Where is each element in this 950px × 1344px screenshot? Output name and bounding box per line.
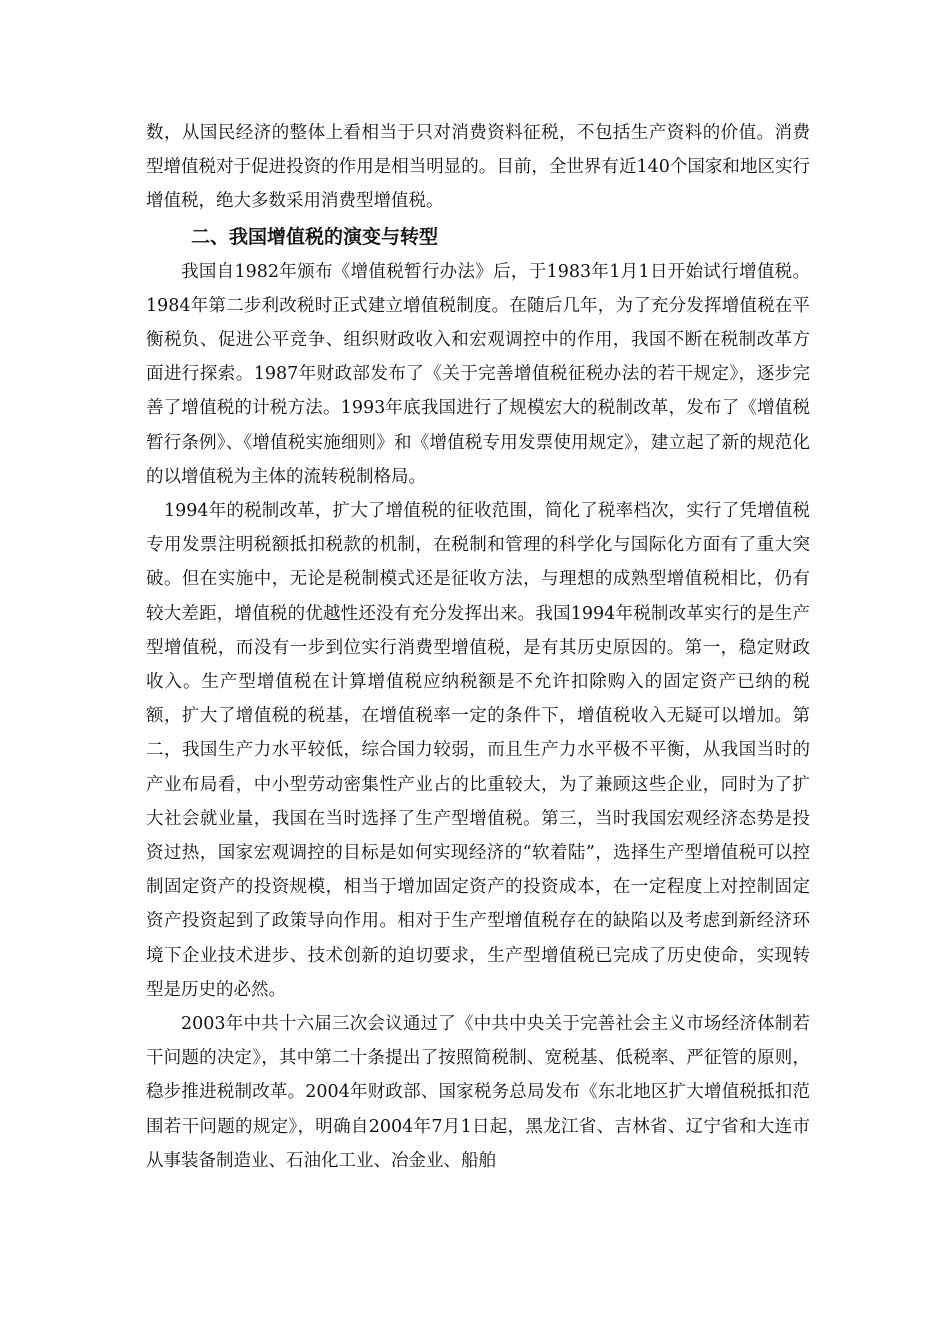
paragraph-vat-history: 我国自1982年颁布《增值税暂行办法》后，于1983年1月1日开始试行增值税。1984年第二步利改税时正式建立增值税制度。在随后几年，为了充分发挥增值税在平衡税负、促进公平竞争、组织财政收入和宏观调控中的作用，我国不断在税制改革方面进行探索。1987年财政部发布了《关于完善增值税征税办法的若干规定》，逐步完善了增值税的计税方法。1993年底我国进行了规模宏大的税制改革，发布了《增值税暂行条例》、《增值税实施细则》和《增值税专用发票使用规定》，建立起了新的规范化的以增值税为主体的流转税制格局。 <box>146 261 810 487</box>
section-heading: 二、我国增值税的演变与转型 <box>191 225 439 248</box>
paragraph-2003-reform: 2003年中共十六届三次会议通过了《中共中央关于完善社会主义市场经济体制若干问题的决定》，其中第二十条提出了按照简税制、宽税基、低税率、严征管的原则，稳步推进税制改革。2004年财政部、国家税务总局发布《东北地区扩大增值税抵扣范围若干问题的规定》，明确自2004年7月1日起，黑龙江省、吉林省、辽宁省和大连市从事装备制造业、石油化工业、冶金业、船舶 <box>146 1014 810 1171</box>
document-page <box>146 116 810 1178</box>
paragraph-consumption-vat: 数，从国民经济的整体上看相当于只对消费资料征税，不包括生产资料的价值。消费型增值税对于促进投资的作用是相当明显的。目前，全世界有近140个国家和地区实行增值税，绝大多数采用消费型增值税。 <box>146 123 810 212</box>
paragraph-1994-reform: 1994年的税制改革，扩大了增值税的征收范围，简化了税率档次，实行了凭增值税专用发票注明税额抵扣税款的机制，在税制和管理的科学化与国际化方面有了重大突破。但在实施中，无论是税制模式还是征收方法，与理想的成熟型增值税相比，仍有较大差距，增值税的优越性还没有充分发挥出来。我国1994年税制改革实行的是生产型增值税，而没有一步到位实行消费型增值税，是有其历史原因的。第一，稳定财政收入。生产型增值税在计算增值税应纳税额是不允许扣除购入的固定资产已纳的税额，扩大了增值税的税基，在增值税率一定的条件下，增值税收入无疑可以增加。第二，我国生产力水平较低，综合国力较弱，而且生产力水平极不平衡，从我国当时的产业布局看，中小型劳动密集性产业占的比重较大，为了兼顾这些企业，同时为了扩大社会就业量，我国在当时选择了生产型增值税。第三，当时我国宏观经济态势是投资过热，国家宏观调控的目标是如何实现经济的“软着陆”，选择生产型增值税可以控制固定资产的投资规模，相当于增加固定资产的投资成本，在一定程度上对控制固定资产投资起到了政策导向作用。相对于生产型增值税存在的缺陷以及考虑到新经济环境下企业技术进步、技术创新的迫切要求，生产型增值税已完成了历史使命，实现转型是历史的必然。 <box>146 501 810 1000</box>
